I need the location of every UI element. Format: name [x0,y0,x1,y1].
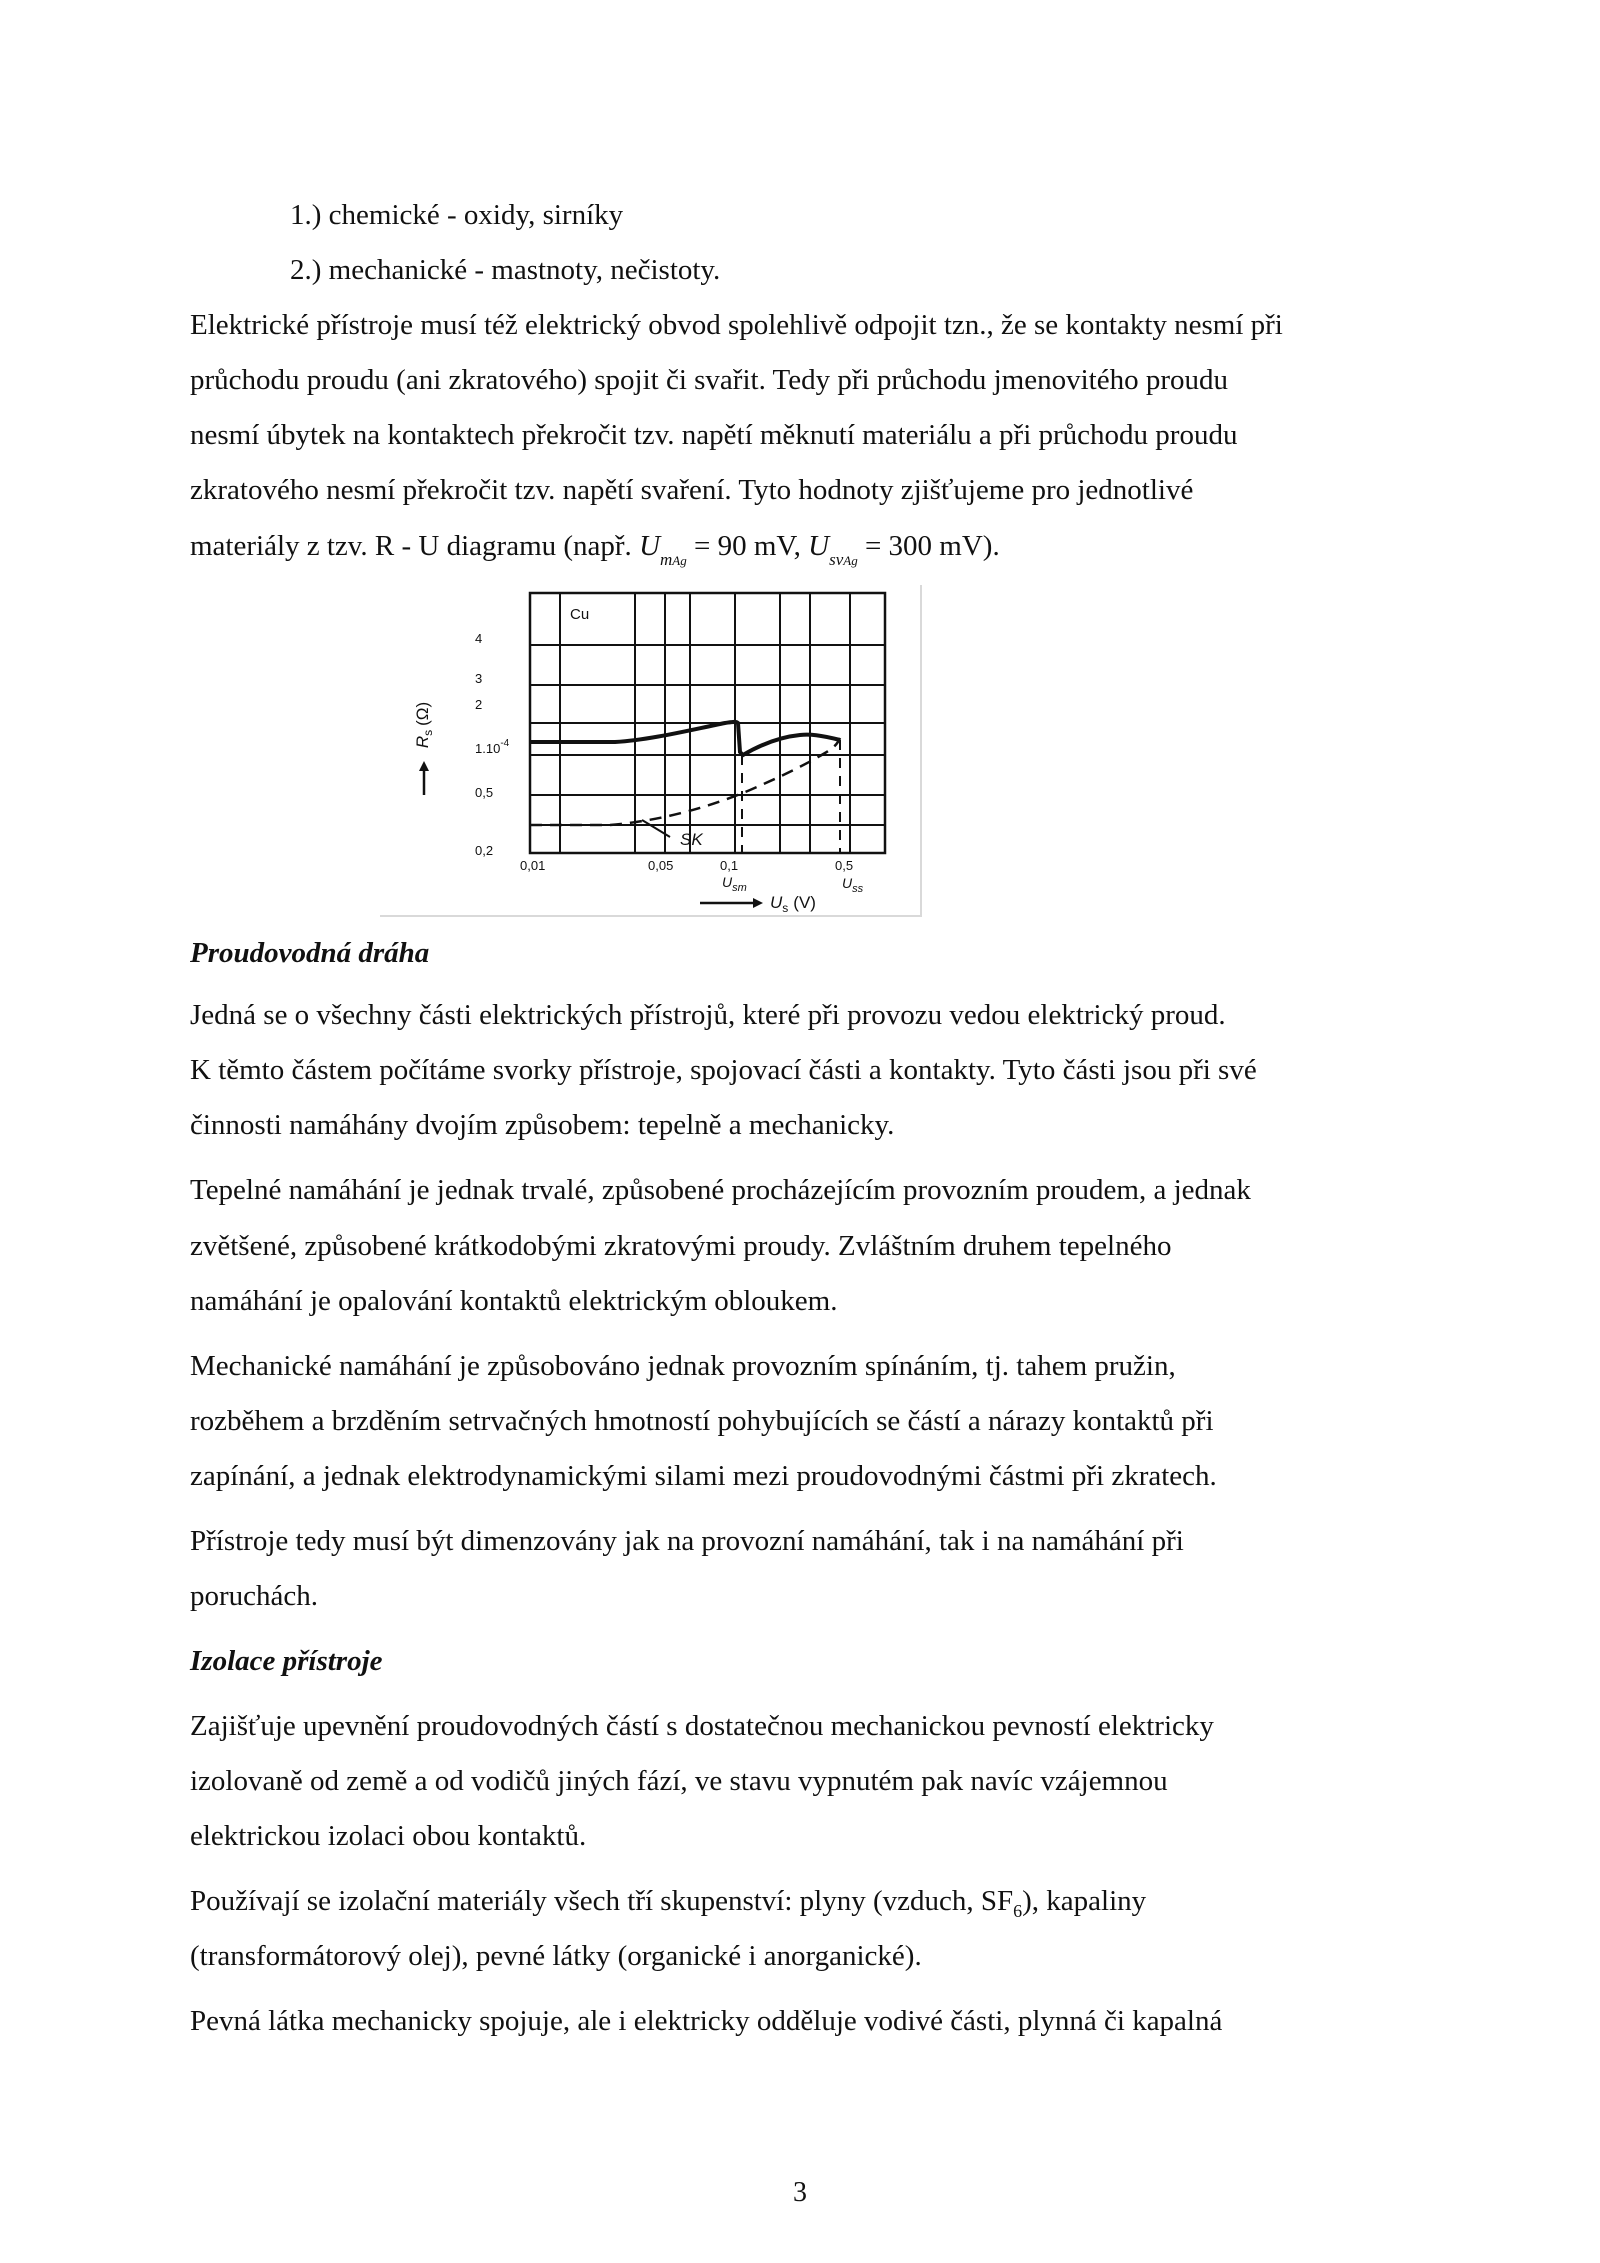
y-tick-label: 3 [475,671,483,686]
paragraph-line: Pevná látka mechanicky spojuje, ale i elektricky odděluje vodivé části, plynná či kapalná [190,2005,1223,2037]
paragraph-line: namáhání je opalování kontaktů elektrickým obloukem. [190,1285,838,1317]
y-tick-label: $1.10^{-4}$ [475,738,510,756]
paragraph-line: Zajišťuje upevnění proudovodných částí s dostatečnou mechanickou pevností elektricky [190,1710,1214,1742]
list-item-mechanical: 2.) mechanické - mastnoty, nečistoty. [290,254,721,286]
x-axis-arrow-head [753,898,763,908]
paragraph-line: zvětšené, způsobené krátkodobými zkratovými proudy. Zvláštním druhem tepelného [190,1230,1172,1262]
usm-label: $U_{sm}$ [722,874,747,894]
paragraph-line: zapínání, a jednak elektrodynamickými silami mezi proudovodnými částmi při zkratech. [190,1460,1217,1492]
paragraph-line: Přístroje tedy musí být dimenzovány jak na provozní namáhání, tak i na namáhání při [190,1525,1184,1557]
paragraph-line: Tepelné namáhání je jednak trvalé, způsobené procházejícím provozním proudem, a jednak [190,1174,1251,1206]
paragraph-line-formula [190,526,1000,571]
y-tick-label: 0,5 [475,785,494,800]
x-axis-label: $U_s$ (V) [770,893,816,915]
formula-text: materiály z tzv. R - U diagramu (např. [190,530,640,562]
x-tick-label: 0,05 [648,858,674,873]
section-heading: Izolace přístroje [190,1645,383,1677]
y-tick-label: 0,2 [475,843,494,858]
voltage-symbol: U [808,530,830,562]
paragraph-line: Elektrické přístroje musí též elektrický obvod spolehlivě odpojit tzn., že se kontakty nesmí při [190,309,1283,341]
paragraph-line: zkratového nesmí překročit tzv. napětí svaření. Tyto hodnoty zjišťujeme pro jednotlivé [190,474,1194,506]
voltage-subscript: svAg [829,550,858,569]
list-item-chemical: 1.) chemické - oxidy, sirníky [290,199,624,231]
sk-label: SK [680,830,703,849]
paragraph-line: Mechanické namáhání je způsobováno jednak provozním spínáním, tj. tahem pružin, [190,1350,1176,1382]
subscript: 6 [1013,1900,1023,1921]
formula-text: = 90 mV, [686,530,809,562]
paragraph-line: nesmí úbytek na kontaktech překročit tzv. napětí měknutí materiálu a při průchodu proudu [190,419,1238,451]
paragraph-line: (transformátorový olej), pevné látky (organické i anorganické). [190,1940,922,1972]
paragraph-line: rozběhem a brzděním setrvačných hmotností pohybujících se částí a nárazy kontaktů při [190,1405,1214,1437]
paragraph-line: Jedná se o všechny části elektrických přístrojů, které při provozu vedou elektrický proud. [190,999,1226,1031]
y-axis-arrow-head [419,761,429,771]
voltage-symbol: U [639,530,661,562]
paragraph-line [190,1881,1146,1931]
y-tick-label: 4 [475,631,483,646]
paragraph-line: činnosti namáhány dvojím způsobem: tepelně a mechanicky. [190,1109,895,1141]
paragraph-line: izolovaně od země a od vodičů jiných fází, ve stavu vypnutém pak navíc vzájemnou [190,1765,1168,1797]
sk-curve [530,738,840,825]
y-axis-label [413,702,435,748]
paragraph-line: poruchách. [190,1580,319,1612]
paragraph-text: Používají se izolační materiály všech tří skupenství: plyny (vzduch, SF [190,1885,1014,1917]
r-u-diagram-svg [380,585,920,915]
svg-text:Rs(Ω): $R_s(\Omega)$ [413,701,435,749]
uss-label: $U_{ss}$ [842,875,864,895]
paragraph-line: průchodu proudu (ani zkratového) spojit či svařit. Tedy při průchodu jmenovitého proudu [190,364,1228,396]
paragraph-line: elektrickou izolaci obou kontaktů. [190,1820,587,1852]
cu-label: Cu [570,606,590,623]
page-number: 3 [793,2177,807,2208]
voltage-subscript: mAg [660,550,687,569]
formula-text: = 300 mV). [857,530,1000,562]
r-u-diagram [380,585,922,917]
cu-curve [530,722,840,755]
paragraph-line: K těmto částem počítáme svorky přístroje, spojovací části a kontakty. Tyto části jsou při své [190,1054,1257,1086]
section-heading: Proudovodná dráha [190,937,430,969]
x-tick-label: 0,5 [835,858,854,873]
paragraph-text: ), kapaliny [1022,1885,1147,1917]
x-tick-label: 0,01 [520,858,546,873]
y-tick-label: 2 [475,697,483,712]
x-tick-label: 0,1 [720,858,739,873]
